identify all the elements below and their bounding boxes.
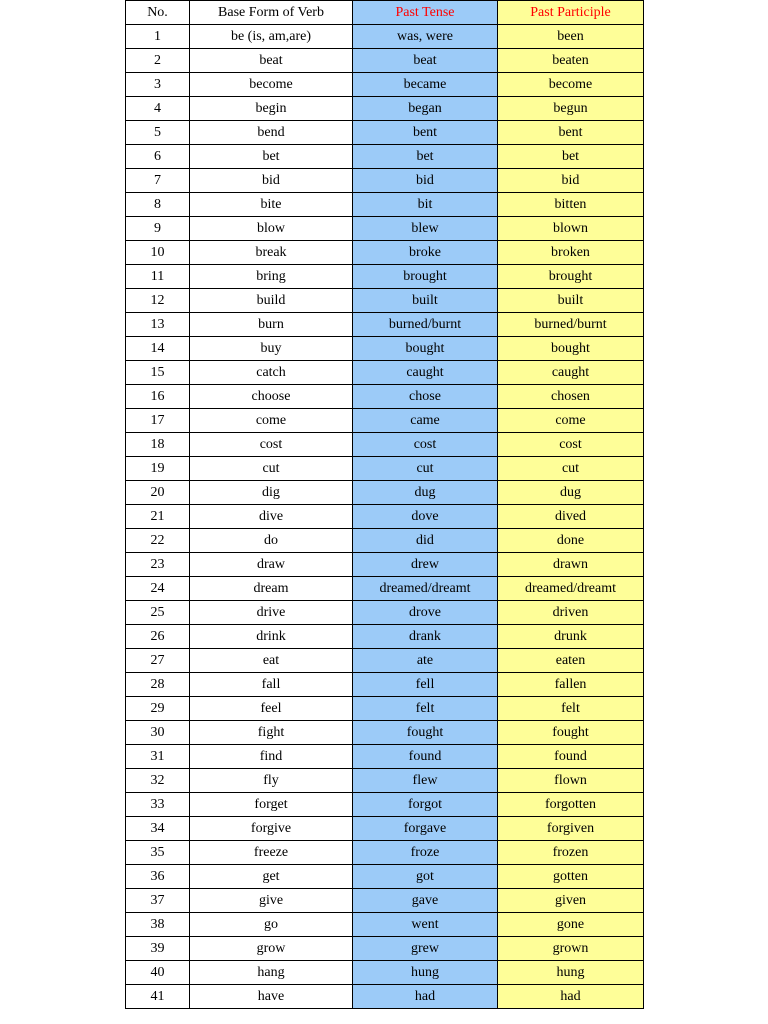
base-form-cell: give — [190, 889, 353, 913]
past-participle-cell: caught — [498, 361, 644, 385]
table-row — [126, 481, 644, 505]
row-number-cell: 1 — [126, 25, 190, 49]
table-row — [126, 961, 644, 985]
table-row — [126, 865, 644, 889]
table-row — [126, 313, 644, 337]
row-number-cell: 12 — [126, 289, 190, 313]
past-participle-cell: come — [498, 409, 644, 433]
past-participle-cell: eaten — [498, 649, 644, 673]
base-form-cell: freeze — [190, 841, 353, 865]
table-row — [126, 889, 644, 913]
base-form-cell: fight — [190, 721, 353, 745]
base-form-cell: blow — [190, 217, 353, 241]
base-form-cell: forget — [190, 793, 353, 817]
past-participle-cell: done — [498, 529, 644, 553]
row-number-cell: 35 — [126, 841, 190, 865]
row-number-cell: 4 — [126, 97, 190, 121]
base-form-cell: grow — [190, 937, 353, 961]
base-form-cell: bid — [190, 169, 353, 193]
base-form-cell: bend — [190, 121, 353, 145]
past-tense-cell: grew — [353, 937, 498, 961]
table-row — [126, 145, 644, 169]
past-tense-cell: came — [353, 409, 498, 433]
base-form-cell: forgive — [190, 817, 353, 841]
past-tense-cell: caught — [353, 361, 498, 385]
row-number-cell: 34 — [126, 817, 190, 841]
table-row — [126, 529, 644, 553]
past-participle-cell: bent — [498, 121, 644, 145]
table-row — [126, 361, 644, 385]
base-form-cell: fall — [190, 673, 353, 697]
row-number-cell: 7 — [126, 169, 190, 193]
base-form-cell: begin — [190, 97, 353, 121]
header-past-participle: Past Participle — [498, 1, 644, 25]
past-tense-cell: gave — [353, 889, 498, 913]
row-number-cell: 40 — [126, 961, 190, 985]
base-form-cell: break — [190, 241, 353, 265]
past-tense-cell: became — [353, 73, 498, 97]
row-number-cell: 29 — [126, 697, 190, 721]
base-form-cell: have — [190, 985, 353, 1009]
row-number-cell: 13 — [126, 313, 190, 337]
past-participle-cell: fallen — [498, 673, 644, 697]
past-tense-cell: got — [353, 865, 498, 889]
row-number-cell: 6 — [126, 145, 190, 169]
table-row — [126, 385, 644, 409]
past-participle-cell: hung — [498, 961, 644, 985]
base-form-cell: get — [190, 865, 353, 889]
base-form-cell: cost — [190, 433, 353, 457]
past-participle-cell: bet — [498, 145, 644, 169]
row-number-cell: 41 — [126, 985, 190, 1009]
row-number-cell: 18 — [126, 433, 190, 457]
row-number-cell: 21 — [126, 505, 190, 529]
row-number-cell: 16 — [126, 385, 190, 409]
past-participle-cell: found — [498, 745, 644, 769]
past-participle-cell: drunk — [498, 625, 644, 649]
row-number-cell: 27 — [126, 649, 190, 673]
past-participle-cell: had — [498, 985, 644, 1009]
past-participle-cell: fought — [498, 721, 644, 745]
past-participle-cell: become — [498, 73, 644, 97]
past-participle-cell: flown — [498, 769, 644, 793]
base-form-cell: bite — [190, 193, 353, 217]
base-form-cell: go — [190, 913, 353, 937]
row-number-cell: 28 — [126, 673, 190, 697]
past-tense-cell: beat — [353, 49, 498, 73]
past-tense-cell: felt — [353, 697, 498, 721]
past-tense-cell: bit — [353, 193, 498, 217]
table-row — [126, 169, 644, 193]
row-number-cell: 30 — [126, 721, 190, 745]
past-participle-cell: blown — [498, 217, 644, 241]
row-number-cell: 23 — [126, 553, 190, 577]
base-form-cell: burn — [190, 313, 353, 337]
base-form-cell: buy — [190, 337, 353, 361]
past-participle-cell: dived — [498, 505, 644, 529]
table-row — [126, 265, 644, 289]
row-number-cell: 17 — [126, 409, 190, 433]
header-base-form: Base Form of Verb — [190, 1, 353, 25]
row-number-cell: 33 — [126, 793, 190, 817]
past-tense-cell: bet — [353, 145, 498, 169]
row-number-cell: 15 — [126, 361, 190, 385]
past-tense-cell: burned/burnt — [353, 313, 498, 337]
past-tense-cell: dug — [353, 481, 498, 505]
past-tense-cell: did — [353, 529, 498, 553]
table-row — [126, 841, 644, 865]
past-participle-cell: given — [498, 889, 644, 913]
header-past-tense: Past Tense — [353, 1, 498, 25]
base-form-cell: hang — [190, 961, 353, 985]
table-row — [126, 817, 644, 841]
past-tense-cell: bought — [353, 337, 498, 361]
table-row — [126, 433, 644, 457]
past-tense-cell: brought — [353, 265, 498, 289]
table-row — [126, 649, 644, 673]
base-form-cell: dream — [190, 577, 353, 601]
table-row — [126, 505, 644, 529]
row-number-cell: 20 — [126, 481, 190, 505]
table-row — [126, 985, 644, 1009]
table-row — [126, 793, 644, 817]
table-row — [126, 25, 644, 49]
past-participle-cell: dug — [498, 481, 644, 505]
table-row — [126, 673, 644, 697]
row-number-cell: 22 — [126, 529, 190, 553]
base-form-cell: cut — [190, 457, 353, 481]
past-participle-cell: frozen — [498, 841, 644, 865]
table-row — [126, 217, 644, 241]
past-tense-cell: ate — [353, 649, 498, 673]
past-participle-cell: driven — [498, 601, 644, 625]
past-participle-cell: felt — [498, 697, 644, 721]
row-number-cell: 37 — [126, 889, 190, 913]
table-row — [126, 337, 644, 361]
row-number-cell: 2 — [126, 49, 190, 73]
base-form-cell: drink — [190, 625, 353, 649]
past-participle-cell: dreamed/dreamt — [498, 577, 644, 601]
past-participle-cell: bought — [498, 337, 644, 361]
past-participle-cell: beaten — [498, 49, 644, 73]
past-participle-cell: chosen — [498, 385, 644, 409]
past-tense-cell: drove — [353, 601, 498, 625]
header-row — [126, 1, 644, 25]
row-number-cell: 32 — [126, 769, 190, 793]
past-tense-cell: drank — [353, 625, 498, 649]
table-row — [126, 241, 644, 265]
base-form-cell: find — [190, 745, 353, 769]
row-number-cell: 39 — [126, 937, 190, 961]
irregular-verbs-table — [125, 0, 644, 1009]
table-row — [126, 193, 644, 217]
past-tense-cell: dreamed/dreamt — [353, 577, 498, 601]
base-form-cell: fly — [190, 769, 353, 793]
base-form-cell: do — [190, 529, 353, 553]
past-tense-cell: cut — [353, 457, 498, 481]
past-participle-cell: begun — [498, 97, 644, 121]
past-tense-cell: broke — [353, 241, 498, 265]
past-participle-cell: bitten — [498, 193, 644, 217]
past-participle-cell: brought — [498, 265, 644, 289]
past-participle-cell: cost — [498, 433, 644, 457]
table-row — [126, 121, 644, 145]
past-tense-cell: cost — [353, 433, 498, 457]
base-form-cell: drive — [190, 601, 353, 625]
past-participle-cell: burned/burnt — [498, 313, 644, 337]
table-row — [126, 697, 644, 721]
base-form-cell: bet — [190, 145, 353, 169]
base-form-cell: become — [190, 73, 353, 97]
row-number-cell: 31 — [126, 745, 190, 769]
past-tense-cell: had — [353, 985, 498, 1009]
table-row — [126, 457, 644, 481]
past-participle-cell: been — [498, 25, 644, 49]
table-row — [126, 769, 644, 793]
past-tense-cell: forgot — [353, 793, 498, 817]
row-number-cell: 9 — [126, 217, 190, 241]
past-participle-cell: gotten — [498, 865, 644, 889]
base-form-cell: dig — [190, 481, 353, 505]
table-row — [126, 745, 644, 769]
table-row — [126, 409, 644, 433]
past-participle-cell: built — [498, 289, 644, 313]
table-row — [126, 913, 644, 937]
past-participle-cell: broken — [498, 241, 644, 265]
past-participle-cell: drawn — [498, 553, 644, 577]
past-tense-cell: built — [353, 289, 498, 313]
row-number-cell: 25 — [126, 601, 190, 625]
past-tense-cell: went — [353, 913, 498, 937]
table-row — [126, 625, 644, 649]
past-tense-cell: bent — [353, 121, 498, 145]
base-form-cell: build — [190, 289, 353, 313]
past-tense-cell: found — [353, 745, 498, 769]
past-tense-cell: flew — [353, 769, 498, 793]
table-row — [126, 289, 644, 313]
base-form-cell: beat — [190, 49, 353, 73]
past-tense-cell: froze — [353, 841, 498, 865]
past-participle-cell: bid — [498, 169, 644, 193]
base-form-cell: dive — [190, 505, 353, 529]
base-form-cell: draw — [190, 553, 353, 577]
header-number: No. — [126, 1, 190, 25]
table-row — [126, 97, 644, 121]
row-number-cell: 36 — [126, 865, 190, 889]
base-form-cell: eat — [190, 649, 353, 673]
past-tense-cell: drew — [353, 553, 498, 577]
table-row — [126, 73, 644, 97]
past-tense-cell: fell — [353, 673, 498, 697]
past-participle-cell: gone — [498, 913, 644, 937]
table-row — [126, 937, 644, 961]
table-row — [126, 553, 644, 577]
past-participle-cell: forgiven — [498, 817, 644, 841]
verb-rows — [126, 25, 644, 1009]
base-form-cell: catch — [190, 361, 353, 385]
past-participle-cell: cut — [498, 457, 644, 481]
past-participle-cell: forgotten — [498, 793, 644, 817]
past-tense-cell: chose — [353, 385, 498, 409]
past-tense-cell: was, were — [353, 25, 498, 49]
row-number-cell: 38 — [126, 913, 190, 937]
row-number-cell: 11 — [126, 265, 190, 289]
row-number-cell: 3 — [126, 73, 190, 97]
base-form-cell: come — [190, 409, 353, 433]
row-number-cell: 8 — [126, 193, 190, 217]
past-tense-cell: hung — [353, 961, 498, 985]
past-tense-cell: forgave — [353, 817, 498, 841]
base-form-cell: bring — [190, 265, 353, 289]
row-number-cell: 24 — [126, 577, 190, 601]
table-row — [126, 721, 644, 745]
past-tense-cell: dove — [353, 505, 498, 529]
row-number-cell: 10 — [126, 241, 190, 265]
past-tense-cell: began — [353, 97, 498, 121]
row-number-cell: 5 — [126, 121, 190, 145]
table-row — [126, 577, 644, 601]
base-form-cell: feel — [190, 697, 353, 721]
row-number-cell: 19 — [126, 457, 190, 481]
base-form-cell: choose — [190, 385, 353, 409]
row-number-cell: 26 — [126, 625, 190, 649]
past-tense-cell: bid — [353, 169, 498, 193]
row-number-cell: 14 — [126, 337, 190, 361]
table-row — [126, 49, 644, 73]
base-form-cell: be (is, am,are) — [190, 25, 353, 49]
table-row — [126, 601, 644, 625]
past-tense-cell: fought — [353, 721, 498, 745]
past-tense-cell: blew — [353, 217, 498, 241]
past-participle-cell: grown — [498, 937, 644, 961]
